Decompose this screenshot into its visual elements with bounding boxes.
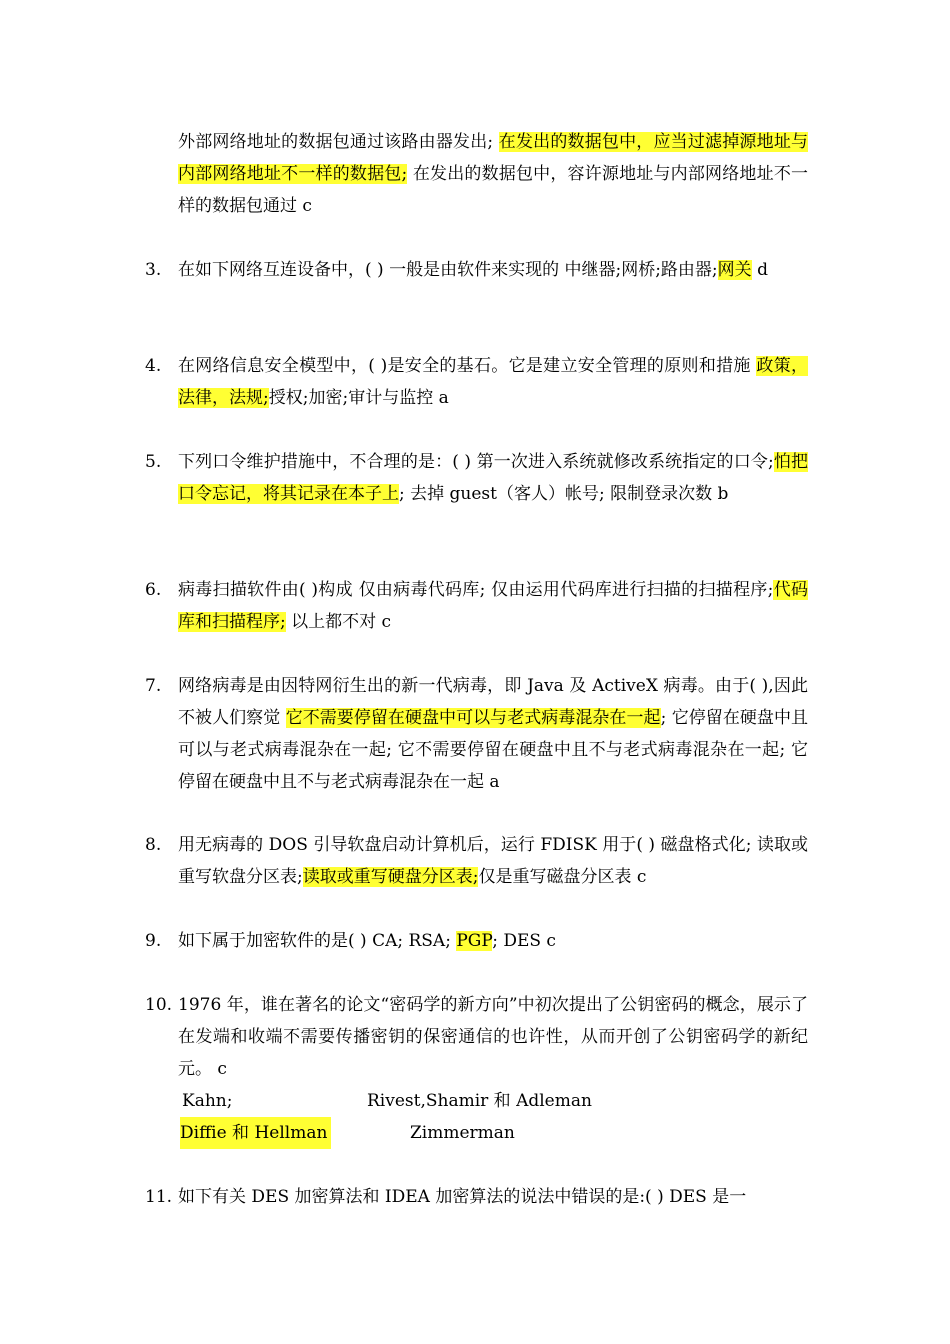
- q10-text: 1976 年，谁在著名的论文“密码学的新方向”中初次提出了公钥密码的概念，展示了在发端和收端不需要传播密钥的保密通信的也许性，从而开创了公钥密码学的新纪元。 c: [178, 995, 808, 1079]
- q11-text: 如下有关 DES 加密算法和 IDEA 加密算法的说法中错误的是:( ) DES 是一: [178, 1187, 747, 1207]
- question-3-number: 3.: [145, 260, 162, 280]
- q6-text-a: 病毒扫描软件由( )构成 仅由病毒代码库; 仅由运用代码库进行扫描的扫描程序;: [178, 580, 774, 600]
- question-11-number: 11.: [145, 1187, 173, 1207]
- question-3: [178, 254, 808, 286]
- q8-text-b: 仅是重写磁盘分区表 c: [478, 867, 647, 887]
- q9-text-a: 如下属于加密软件的是( ) CA; RSA;: [178, 931, 457, 951]
- question-7-number: 7.: [145, 676, 162, 696]
- q9-highlighted-answer: PGP: [456, 931, 493, 951]
- question-6-number: 6.: [145, 580, 162, 600]
- q6-text-b: 以上都不对 c: [285, 612, 392, 632]
- q5-text-b: ; 去掉 guest（客人）帐号; 限制登录次数 b: [399, 484, 729, 504]
- q5-text-a: 下列口令维护措施中，不合理的是：( ) 第一次进入系统就修改系统指定的口令;: [178, 452, 774, 472]
- q4-text-a: 在网络信息安全模型中，( )是安全的基石。它是建立安全管理的原则和措施: [178, 356, 757, 376]
- question-5: [178, 446, 808, 510]
- q3-highlighted-answer: 网关: [717, 260, 752, 280]
- q3-text-b: d: [751, 260, 768, 280]
- question-10-number: 10.: [145, 995, 173, 1015]
- question-9-number: 9.: [145, 931, 162, 951]
- q4-text-b: 授权;加密;审计与监控 a: [268, 388, 449, 408]
- question-5-number: 5.: [145, 452, 162, 472]
- q3-text-a: 在如下网络互连设备中，( ) 一般是由软件来实现的 中继器;网桥;路由器;: [178, 260, 718, 280]
- q8-highlighted-answer: 读取或重写硬盘分区表;: [302, 867, 479, 887]
- q6-highlighted-answer: 代码库和扫描程序;: [178, 580, 809, 632]
- q2-highlighted-answer: 在发出的数据包中，应当过滤掉源地址与内部网络地址不一样的数据包;: [178, 132, 809, 184]
- q10-option-c-highlighted: Diffie 和 Hellman: [180, 1117, 331, 1149]
- q9-text-b: ; DES c: [492, 931, 556, 951]
- q10-option-a: Kahn;: [182, 1091, 233, 1111]
- question-6: [178, 574, 808, 638]
- q7-text-a: 网络病毒是由因特网衍生出的新一代病毒，即 Java 及 ActiveX 病毒。由于( ),因此不被人们察觉: [178, 676, 808, 728]
- question-10: [178, 989, 808, 1085]
- q7-text-b: ; 它停留在硬盘中且可以与老式病毒混杂在一起; 它不需要停留在硬盘中且不与老式病毒混杂在一起; 它停留在硬盘中且不与老式病毒混杂在一起 a: [178, 708, 809, 792]
- question-7: [178, 670, 808, 798]
- q7-highlighted-answer: 它不需要停留在硬盘中可以与老式病毒混杂在一起: [285, 708, 661, 728]
- question-8-number: 8.: [145, 835, 162, 855]
- question-9: [178, 925, 808, 957]
- question-4: [178, 350, 808, 414]
- question-2-continuation: [178, 126, 808, 222]
- q10-option-b: Rivest,Shamir 和 Adleman: [367, 1091, 592, 1111]
- question-4-number: 4.: [145, 356, 162, 376]
- q5-highlighted-answer: 怕把口令忘记，将其记录在本子上: [178, 452, 808, 504]
- q4-highlighted-answer: 政策，法律，法规;: [178, 356, 808, 408]
- q2-text-a: 外部网络地址的数据包通过该路由器发出;: [178, 132, 499, 152]
- q10-option-d: Zimmerman: [410, 1123, 515, 1143]
- q8-text-a: 用无病毒的 DOS 引导软盘启动计算机后，运行 FDISK 用于( ) 磁盘格式化; 读取或重写软盘分区表;: [178, 835, 808, 887]
- question-11: [178, 1181, 808, 1213]
- question-8: [178, 829, 808, 893]
- q2-text-b: 在发出的数据包中，容许源地址与内部网络地址不一样的数据包通过 c: [178, 164, 809, 216]
